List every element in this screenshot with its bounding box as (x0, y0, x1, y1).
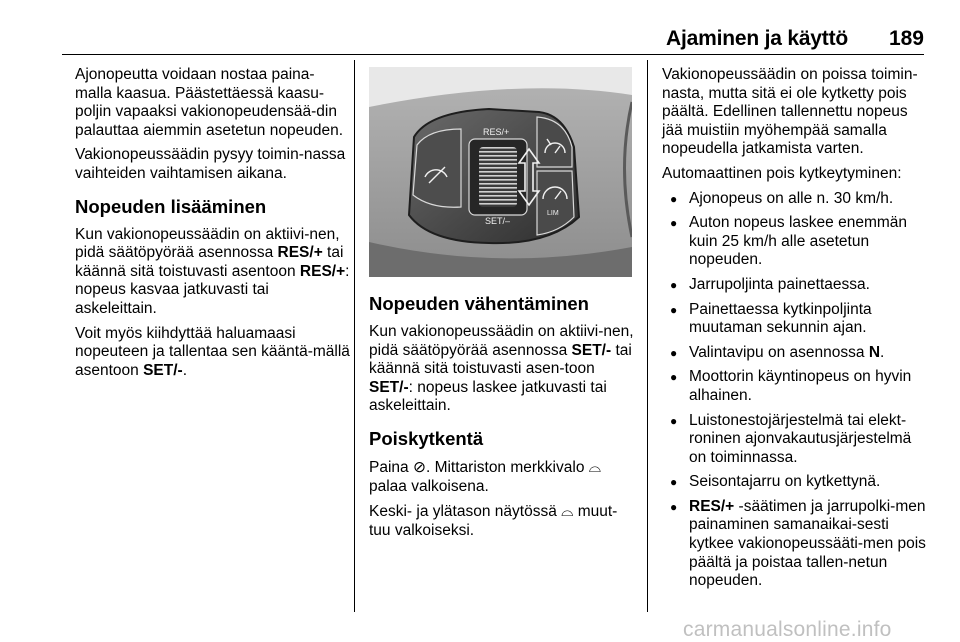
cruise-cancel-icon: ⊘ (412, 457, 426, 476)
list-item: ● Jarrupoljinta painettaessa. (662, 276, 930, 295)
set-minus-text: SET/– (485, 216, 511, 226)
list-item: ● Seisontajarru on kytkettynä. (662, 473, 930, 492)
paragraph-store-speed: Voit myös kiihdyttää haluamaasi nopeuteen ja tallentaa sen kääntä-mällä asentoon SET/-. (75, 324, 350, 379)
cancel-button (413, 129, 461, 207)
column-1 (75, 66, 350, 386)
page-number: 189 (888, 27, 924, 50)
paragraph-increase-speed: Kun vakionopeussäädin on aktiivi-nen, pidä säätöpyörää asennossa RES/+ tai käännä sitä toistuvasti asentoon RES/+: nopeus kasvaa jatkuvasti tai askeleittain. (75, 225, 350, 317)
set-minus-label: SET/- (143, 361, 183, 379)
paragraph-accelerate: Ajonopeutta voidaan nostaa paina-malla kaasua. Päästettäessä kaasu-poljin vapaaksi vakionopeudensää-din palauttaa aiemmin asetetun nopeuden. (75, 66, 344, 139)
column-divider-right (647, 60, 648, 612)
list-item: ● Painettaessa kytkinpoljinta muutaman sekunnin ajan. (662, 301, 930, 338)
set-minus-label: SET/- (571, 341, 612, 359)
list-item: ● Luistonestojärjestelmä tai elekt-roninen ajonvakautusjärjestelmä on toiminnassa. (662, 412, 930, 468)
paragraph-gear-change: Vakionopeussäädin pysyy toimin-nassa vaihteiden vaihtamisen aikana. (75, 146, 346, 182)
lim-text: LIM (547, 210, 559, 217)
list-item: ● Moottorin käyntinopeus on hyvin alhainen. (662, 368, 930, 405)
column-2 (369, 293, 637, 546)
column-3 (662, 66, 930, 597)
heading-increase-speed: Nopeuden lisääminen (75, 195, 267, 217)
cruise-indicator-icon: ⌓ (561, 502, 574, 521)
paragraph-auto-off-intro: Automaattinen pois kytkeytyminen: (662, 164, 902, 182)
list-item: ● Ajonopeus on alle n. 30 km/h. (662, 190, 930, 209)
list-item: ● Auton nopeus laskee enemmän kuin 25 km/h alle asetetun nopeuden. (662, 214, 930, 270)
heading-deactivation: Poiskytkentä (369, 427, 484, 449)
paragraph-decrease-speed: Kun vakionopeussäädin on aktiivi-nen, pidä säätöpyörää asennossa SET/- tai käännä sitä toistuvasti asen-toon SET/-: nopeus laskee jatkuvasti tai askeleittain. (369, 323, 634, 415)
list-item: ● Valintavipu on asennossa N. (662, 344, 930, 363)
paragraph-inactive: Vakionopeussäädin on poissa toimin-nasta, mutta sitä ei ole kytketty pois päältä. Edellinen tallennettu nopeus jää muistiin myöhempää samalla nopeudella jatkamista varten. (662, 66, 918, 158)
steering-wheel-controls-illustration (369, 67, 632, 277)
heading-decrease-speed: Nopeuden vähentäminen (369, 293, 589, 314)
res-plus-label: RES/+ (299, 262, 346, 280)
set-minus-label: SET/- (369, 378, 409, 396)
auto-off-list (662, 190, 930, 591)
res-plus-label: RES/+ (277, 244, 323, 262)
page-header-title: Ajaminen ja käyttö (666, 27, 848, 50)
thumbwheel (479, 147, 517, 207)
res-plus-text: RES/+ (483, 127, 510, 137)
column-divider-left (354, 60, 355, 612)
paragraph-press-cancel: Paina ⊘. Mittariston merkkivalo ⌓ palaa valkoisena. (369, 457, 602, 495)
header-rule (62, 54, 924, 55)
paragraph-display-white: Keski- ja ylätason näytössä ⌓ muut-tuu valkoiseksi. (369, 502, 618, 539)
cruise-indicator-icon: ⌓ (588, 457, 602, 476)
list-item: ● RES/+ -säätimen ja jarrupolki-men painaminen samanaikai-sesti kytkee vakionopeussääti-men pois päältä ja poistaa tallen-netun nopeuden. (662, 498, 930, 591)
watermark-text: carmanualsonline.info (683, 618, 892, 641)
